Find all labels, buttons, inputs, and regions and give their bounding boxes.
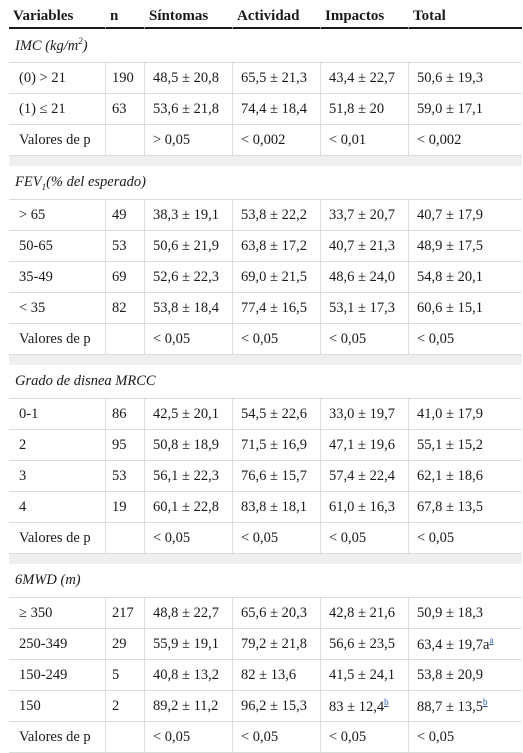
cell-impactos: 48,6 ± 24,0 [321,262,409,293]
section-title-text: IMC (kg/m [15,37,79,54]
cell-variable: 150-249 [9,660,106,691]
section-divider [9,156,522,166]
cell-impactos: < 0,05 [321,324,409,355]
cell-sintomas: 53,8 ± 18,4 [145,293,233,324]
cell-total: 41,0 ± 17,9 [409,399,522,430]
cell-impactos: 56,6 ± 23,5 [321,629,409,660]
cell-total: 55,1 ± 15,2 [409,430,522,461]
cell-n: 63 [106,94,145,125]
results-table [9,3,522,753]
table-row [9,94,522,125]
cell-actividad: < 0,002 [233,125,321,156]
cell-n [106,523,145,554]
cell-impactos: 53,1 ± 17,3 [321,293,409,324]
cell-variable: < 35 [9,293,106,324]
footnote-link-b[interactable]: b [384,696,389,707]
cell-actividad: 83,8 ± 18,1 [233,492,321,523]
cell-n [106,722,145,753]
table-row [9,231,522,262]
cell-n [106,324,145,355]
cell-variable: Valores de p [9,722,106,753]
cell-impactos: < 0,01 [321,125,409,156]
cell-impactos: 43,4 ± 22,7 [321,63,409,94]
cell-actividad: < 0,05 [233,523,321,554]
cell-impactos: 57,4 ± 22,4 [321,461,409,492]
table-row [9,399,522,430]
cell-total: 40,7 ± 17,9 [409,200,522,231]
table-row [9,492,522,523]
table-row [9,63,522,94]
cell-actividad: 77,4 ± 16,5 [233,293,321,324]
cell-n: 69 [106,262,145,293]
cell-total: 48,9 ± 17,5 [409,231,522,262]
cell-variable: Valores de p [9,125,106,156]
cell-sintomas: 53,6 ± 21,8 [145,94,233,125]
footnote-link-a[interactable]: a [489,634,494,645]
section-title-text: FEV [15,173,42,190]
cell-n: 95 [106,430,145,461]
cell-total-value: 63,4 ± 19,7a [417,636,490,653]
cell-total: 50,6 ± 19,3 [409,63,522,94]
cell-impactos: 33,7 ± 20,7 [321,200,409,231]
table-row-p-values [9,523,522,554]
cell-total [409,691,522,722]
cell-n: 49 [106,200,145,231]
cell-variable: (0) > 21 [9,63,106,94]
table-row [9,660,522,691]
table-row [9,293,522,324]
table-header [9,3,522,29]
cell-total: 50,9 ± 18,3 [409,598,522,629]
cell-sintomas: 50,6 ± 21,9 [145,231,233,262]
cell-sintomas: 42,5 ± 20,1 [145,399,233,430]
section-title-row [9,365,522,399]
cell-sintomas: > 0,05 [145,125,233,156]
table-row [9,430,522,461]
cell-actividad: 53,8 ± 22,2 [233,200,321,231]
cell-total: 60,6 ± 15,1 [409,293,522,324]
cell-n: 29 [106,629,145,660]
cell-variable: Valores de p [9,324,106,355]
table-row-p-values [9,722,522,753]
cell-sintomas: 48,8 ± 22,7 [145,598,233,629]
cell-variable: 35-49 [9,262,106,293]
table-row [9,691,522,722]
table-row [9,461,522,492]
header-variables: Variables [9,3,106,29]
cell-n: 190 [106,63,145,94]
cell-variable: 3 [9,461,106,492]
cell-total: < 0,05 [409,523,522,554]
header-impactos: Impactos [321,3,409,29]
section-title-row [9,29,522,63]
cell-variable: 50-65 [9,231,106,262]
section-title-fev1 [9,166,522,200]
cell-sintomas: 56,1 ± 22,3 [145,461,233,492]
cell-variable: (1) ≤ 21 [9,94,106,125]
cell-sintomas: 38,3 ± 19,1 [145,200,233,231]
cell-actividad: 69,0 ± 21,5 [233,262,321,293]
section-title-superscript: 2 [78,36,83,47]
cell-actividad: 65,5 ± 21,3 [233,63,321,94]
cell-sintomas: 50,8 ± 18,9 [145,430,233,461]
cell-n: 53 [106,231,145,262]
cell-actividad: 54,5 ± 22,6 [233,399,321,430]
cell-total: 62,1 ± 18,6 [409,461,522,492]
cell-sintomas: 52,6 ± 22,3 [145,262,233,293]
cell-total-value: 88,7 ± 13,5 [417,698,483,715]
header-total: Total [409,3,522,29]
cell-n: 19 [106,492,145,523]
cell-total: 54,8 ± 20,1 [409,262,522,293]
header-actividad: Actividad [233,3,321,29]
cell-n: 86 [106,399,145,430]
cell-n: 2 [106,691,145,722]
cell-sintomas: 89,2 ± 11,2 [145,691,233,722]
header-row [9,3,522,29]
cell-impactos: 61,0 ± 16,3 [321,492,409,523]
header-n: n [106,3,145,29]
cell-actividad: 71,5 ± 16,9 [233,430,321,461]
cell-total [409,629,522,660]
cell-impactos: < 0,05 [321,523,409,554]
table-row-p-values [9,324,522,355]
cell-actividad: 82 ± 13,6 [233,660,321,691]
cell-n: 53 [106,461,145,492]
cell-total: 67,8 ± 13,5 [409,492,522,523]
table-row [9,598,522,629]
cell-impactos: < 0,05 [321,722,409,753]
cell-sintomas: 48,5 ± 20,8 [145,63,233,94]
results-table-container [9,0,522,753]
cell-n: 82 [106,293,145,324]
section-title-suffix: (% del esperado) [46,173,146,190]
cell-impactos: 41,5 ± 24,1 [321,660,409,691]
section-divider [9,554,522,564]
section-title-subscript: 1 [41,181,47,192]
cell-sintomas: 40,8 ± 13,2 [145,660,233,691]
table-row [9,200,522,231]
section-title-disnea: Grado de disnea MRCC [9,365,522,399]
cell-actividad: 76,6 ± 15,7 [233,461,321,492]
cell-actividad: 63,8 ± 17,2 [233,231,321,262]
cell-actividad: < 0,05 [233,324,321,355]
table-row-p-values [9,125,522,156]
cell-sintomas: < 0,05 [145,324,233,355]
cell-sintomas: 55,9 ± 19,1 [145,629,233,660]
cell-variable: 0-1 [9,399,106,430]
cell-impactos: 47,1 ± 19,6 [321,430,409,461]
cell-impactos: 33,0 ± 19,7 [321,399,409,430]
section-title-row [9,166,522,200]
cell-actividad: 65,6 ± 20,3 [233,598,321,629]
cell-impactos-value: 83 ± 12,4 [329,698,385,715]
cell-total: < 0,002 [409,125,522,156]
cell-impactos: 40,7 ± 21,3 [321,231,409,262]
cell-actividad: 74,4 ± 18,4 [233,94,321,125]
cell-variable: 4 [9,492,106,523]
cell-impactos: 51,8 ± 20 [321,94,409,125]
cell-n: 5 [106,660,145,691]
footnote-link-b[interactable]: b [482,696,488,707]
cell-actividad: < 0,05 [233,722,321,753]
cell-variable: > 65 [9,200,106,231]
cell-sintomas: < 0,05 [145,722,233,753]
cell-actividad: 79,2 ± 21,8 [233,629,321,660]
table-row [9,629,522,660]
cell-actividad: 96,2 ± 15,3 [233,691,321,722]
section-divider [9,355,522,365]
cell-n: 217 [106,598,145,629]
section-title-imc [9,29,522,63]
cell-total: < 0,05 [409,324,522,355]
cell-sintomas: < 0,05 [145,523,233,554]
cell-variable: ≥ 350 [9,598,106,629]
cell-sintomas: 60,1 ± 22,8 [145,492,233,523]
cell-variable: Valores de p [9,523,106,554]
cell-n [106,125,145,156]
cell-variable: 150 [9,691,106,722]
section-title-suffix: ) [82,37,88,54]
cell-impactos: 42,8 ± 21,6 [321,598,409,629]
cell-impactos [321,691,409,722]
cell-variable: 2 [9,430,106,461]
header-sintomas: Síntomas [145,3,233,29]
cell-total: 53,8 ± 20,9 [409,660,522,691]
table-body [9,29,522,753]
section-title-6mwd: 6MWD (m) [9,564,522,598]
cell-total: 59,0 ± 17,1 [409,94,522,125]
cell-total: < 0,05 [409,722,522,753]
cell-variable: 250-349 [9,629,106,660]
section-title-row [9,564,522,598]
table-row [9,262,522,293]
